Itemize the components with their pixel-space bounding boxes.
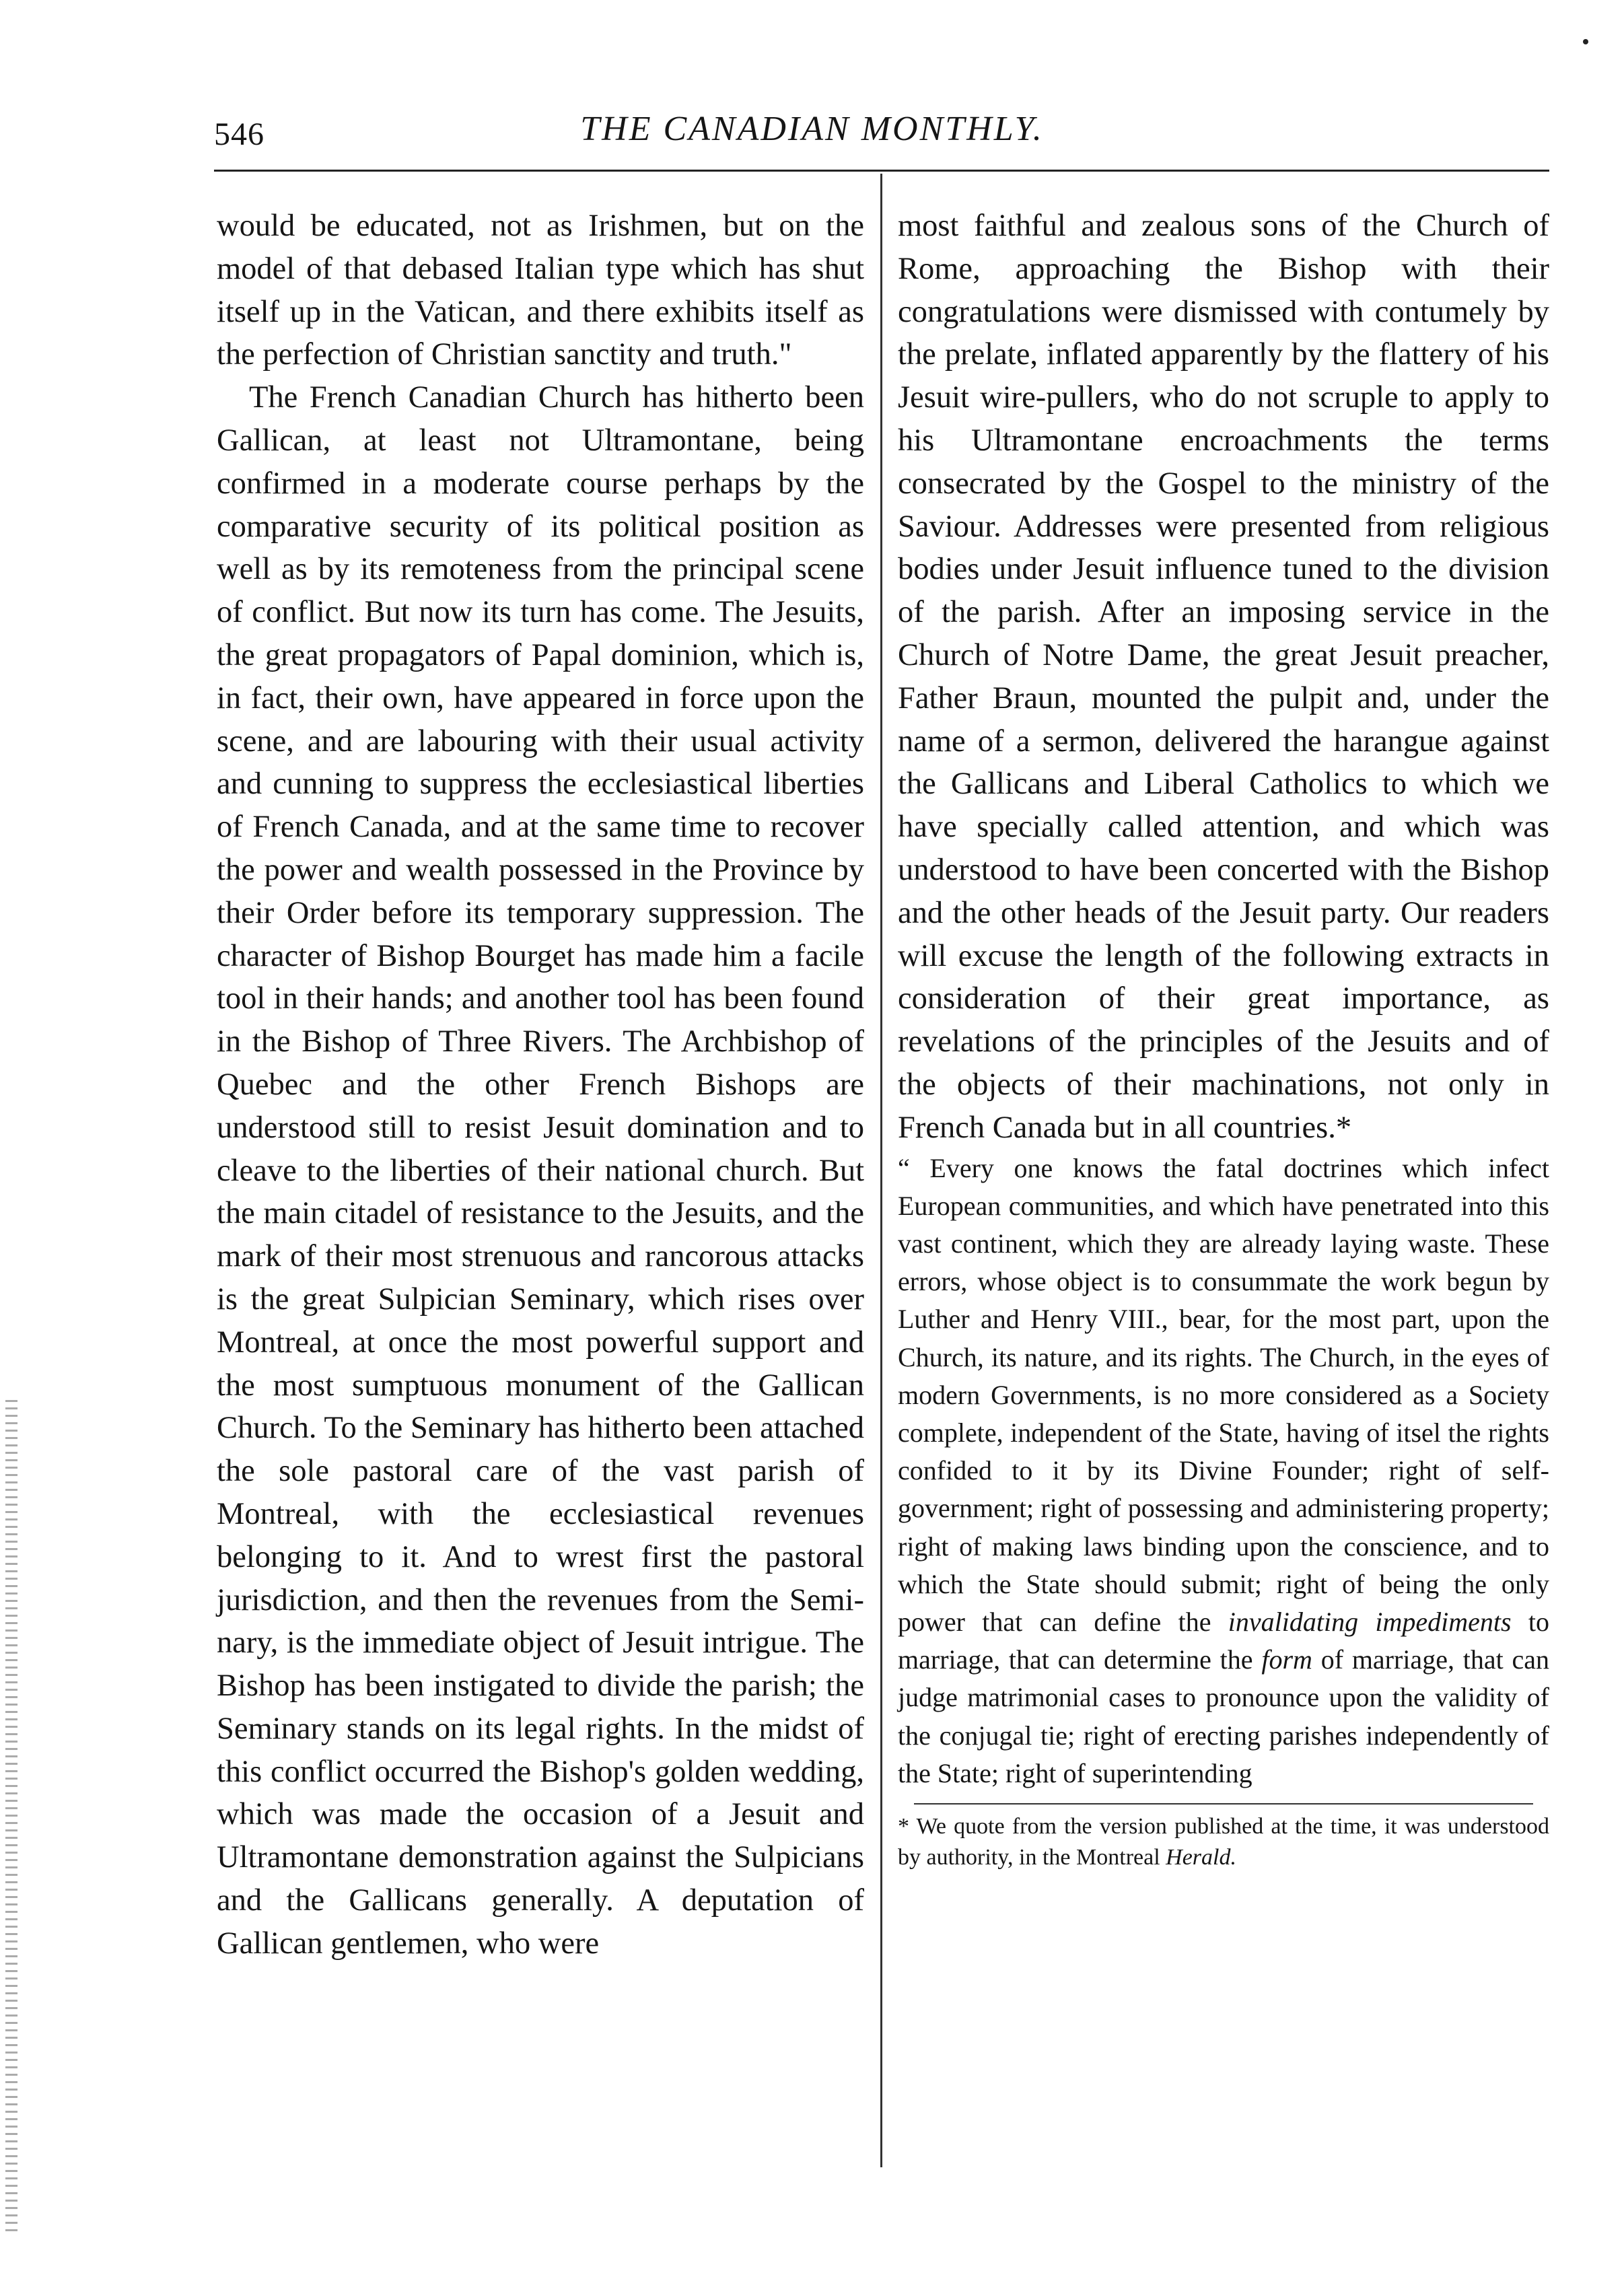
quote-text: of marriage, that can judge matrimonial cases to pronounce upon the validity of the conjugal tie; right of erecting parishes independently of the State; right of superintending <box>898 1644 1550 1788</box>
print-speck <box>1583 39 1588 44</box>
quote-text: “ Every one knows the fatal doctrines which infect European communities, and which have penetrated into this vast continent, which they are already laying waste. These errors, whose object is to consummate the work begun by Luther and Henry VIII., bear, for the most part, upon the Church, its nature, and its rights. The Church, in the eyes of modern Governments, is no more considered as a Society complete, independent of the State, having of itsel the rights confided to it by its Divine Founder; right of self-government; right of possessing and administering property; right of making laws binding upon the conscience, and to which the State should submit; right of being the only power that can define the <box>898 1152 1549 1637</box>
footnote <box>898 1811 1549 1873</box>
page-number: 546 <box>214 116 264 152</box>
footnote-italic-herald: Herald. <box>1166 1844 1236 1870</box>
paragraph-continuation: would be educated, not as Irishmen, but on the model of that debased Italian type which has shut itself up in the Vatican, and there exhibits itself as the perfection of Christian sanctity and truth." <box>217 209 864 372</box>
quote-text: to marriage, that can determine the <box>898 1606 1549 1675</box>
block-quote <box>898 1150 1549 1792</box>
footnote-text: We quote from the version published at the time, it was understood by authority, in the Montreal <box>898 1813 1549 1870</box>
running-title: THE CANADIAN MONTHLY. <box>580 110 1044 148</box>
quote-italic-form: form <box>1261 1644 1312 1675</box>
scan-margin-marks <box>5 1400 17 2235</box>
footnote-marker: * <box>898 1813 909 1839</box>
quote-italic-impediments: invalidating impediments <box>1228 1606 1512 1637</box>
header-rule <box>214 170 1549 172</box>
paragraph-deputation: most faithful and zealous sons of the Church of Rome, approaching the Bishop with their congratulations were dismissed with contumely by the prelate, inflated apparently by the flattery of his Jesuit wire-pullers, who do not scruple to apply to his Ultramontane encroachments the terms consecrated by the Gospel to the ministry of the Saviour. Addresses were presented from religious bodies under Jesuit influence tuned to the division of the parish. After an imposing service in the Church of Notre Dame, the great Jesuit preacher, Father Braun, mounted the pulpit and, under the name of a sermon, delivered the harangue against the Gallicans and Liberal Catholics to which we have specially called attention, and which was understood to have been concerted with the Bishop and the other heads of the Jesuit party. Our readers will excuse the length of the following extracts in consideration of their great importance, as revelations of the principles of the Jesuits and of the objects of their machinations, not only in French Canada but in all countries.* <box>898 209 1549 1145</box>
footnote-rule <box>914 1803 1533 1805</box>
paragraph-french-canadian-church: The French Canadian Church has hitherto been Gallican, at least not Ultramontane, being confirmed in a moderate course perhaps by the comparative security of its political position as well as by its remoteness from the principal scene of conflict. But now its turn has come. The Jesuits, the great propagators of Papal dominion, which is, in fact, their own, have appeared in force upon the scene, and are labouring with their usual activity and cunning to suppress the ecclesiastical liberties of French Canada, and at the same time to recover the power and wealth possessed in the Province by their Order before its temporary suppression. The character of Bishop Bourget has made him a facile tool in their hands; and another tool has been found in the Bishop of Three Rivers. The Archbishop of Quebec and the other French Bishops are understood still to resist Jesuit domination and to cleave to the liberties of their national church. But the main citadel of resistance to the Jesuits, and the mark of their most strenuous and rancorous attacks is the great Sulpician Seminary, which rises over Montreal, at once the most powerful support and the most sumptuous monument of the Gallican Church. To the Seminary has hitherto been attached the sole pastoral care of the vast parish of Montreal, with the ecclesiastical revenues belonging to it. And to wrest first the pastoral jurisdiction, and then the revenues from the Seminary, is the immediate object of Jesuit intrigue. The Bishop has been instigated to divide the parish; the Seminary stands on its legal rights. In the midst of this conflict occurred the Bishop's golden wedding, which was made the occasion of a Jesuit and Ultramontane demonstration against the Sulpicians and the Gallicans generally. A deputation of Gallican gentlemen, who were <box>217 380 864 1961</box>
right-column <box>898 205 1549 1873</box>
column-divider <box>880 174 882 2167</box>
left-column <box>217 205 864 1965</box>
